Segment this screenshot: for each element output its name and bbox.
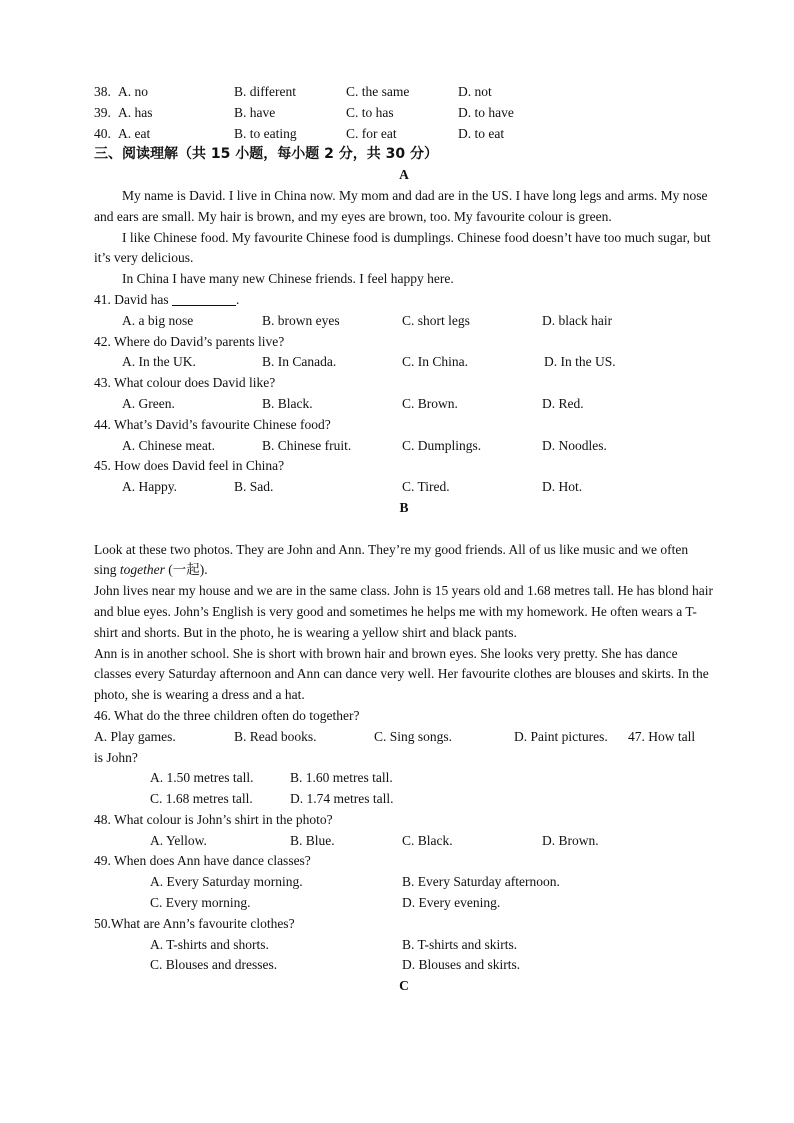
question-43: 43. What colour does David like? [94,375,276,391]
option-a: A. Happy. [122,479,177,495]
options-42 [94,352,714,373]
option-a: A. Every Saturday morning. [150,874,303,890]
options-41 [94,311,714,332]
option-c: C. for eat [346,125,397,141]
option-d: D. not [458,84,492,99]
option-a: A. Yellow. [150,832,207,848]
options-47-row-1 [94,768,714,789]
option-d: D. to have [458,104,514,120]
passage-b-gloss: (一起). [168,562,208,578]
option-a: A. Play games. [94,728,176,744]
options-45 [94,477,714,498]
option-d: D. Red. [542,395,584,411]
option-a: A. has [118,104,153,120]
options-43 [94,394,714,415]
exam-page [94,82,714,997]
question-stem: 41. David has [94,291,169,307]
option-c: C. 1.68 metres tall. [150,791,253,807]
options-47-row-2 [94,789,714,810]
option-d: D. Hot. [542,479,583,495]
option-d: D. In the US. [544,354,616,370]
question-45: 45. How does David feel in China? [94,458,285,474]
option-b: B. different [234,84,296,99]
option-d: D. Noodles. [542,437,607,453]
question-47-stem: 47. How tall [628,728,696,744]
option-b: B. to eating [234,125,297,141]
option-c: C. Tired. [402,479,450,495]
passage-a-paragraph-2: I like Chinese food. My favourite Chinese food is dumplings. Chinese food doesn’t have too much sugar, but it’s very delicious. [94,229,711,266]
question-48: 48. What colour is John’s shirt in the photo? [94,811,333,827]
option-c: C. Brown. [402,395,458,411]
option-c: C. the same [346,84,410,99]
option-b: B. Black. [262,395,313,411]
option-b: B. T-shirts and skirts. [402,936,518,952]
option-d: D. Every evening. [402,895,501,911]
option-d: D. to eat [458,125,505,141]
question-41: 41. David has . [94,291,240,307]
options-49-row-2 [94,893,714,914]
spacer [94,519,714,540]
option-c: C. to has [346,104,394,120]
option-c: C. Blouses and dresses. [150,957,278,973]
option-b: B. Blue. [290,832,335,848]
passage-a-label: A [399,167,409,183]
passage-b-text: Look at these two photos. They are John and Ann. They’re my good friends. All of us like music and we often sing [94,541,689,578]
question-50: 50.What are Ann’s favourite clothes? [94,915,295,931]
option-c: C. Black. [402,832,453,848]
option-d: D. 1.74 metres tall. [290,791,394,807]
question-44: 44. What’s David’s favourite Chinese food? [94,416,331,432]
passage-b-paragraph-1 [94,540,714,582]
question-47-continued: is John? [94,749,138,765]
option-d: D. Blouses and skirts. [402,957,521,973]
option-a: A. Chinese meat. [122,437,215,453]
option-a: A. a big nose [122,312,194,328]
question-42: 42. Where do David’s parents live? [94,333,285,349]
passage-b-paragraph-3: Ann is in another school. She is short with brown hair and brown eyes. She looks very pretty. She has dance classes every Saturday afternoon and Ann can dance very well. Her favourite clothes are blouses and skirts. In the photo, she is wearing a dress and a hat. [94,645,709,703]
option-d: D. Paint pictures. [514,728,608,744]
option-b: B. brown eyes [262,312,340,328]
option-c: C. Every morning. [150,895,251,911]
option-a: A. T-shirts and shorts. [150,936,269,952]
passage-c-label: C [399,978,409,994]
option-a: A. In the UK. [122,354,196,370]
option-b: B. Read books. [234,728,317,744]
options-48 [94,831,714,852]
question-46: 46. What do the three children often do together? [94,707,360,723]
options-44 [94,436,714,457]
passage-b-label: B [399,499,409,515]
options-46 [94,727,714,748]
option-row-38 [94,82,714,103]
option-c: C. Sing songs. [374,728,453,744]
option-a: A. 1.50 metres tall. [150,770,254,786]
option-d: D. black hair [542,312,613,328]
option-c: C. Dumplings. [402,437,482,453]
option-b: B. Chinese fruit. [262,437,352,453]
passage-a-paragraph-1: My name is David. I live in China now. My mom and dad are in the US. I have long legs and arms. My nose and ears are small. My hair is brown, and my eyes are brown, too. My favourite colour is green. [94,187,708,224]
option-a: A. eat [118,125,151,141]
option-c: C. In China. [402,354,468,370]
option-b: B. Every Saturday afternoon. [402,874,560,890]
passage-b-paragraph-2: John lives near my house and we are in the same class. John is 15 years old and 1.68 metres tall. He has blond hair and blue eyes. John’s English is very good and sometimes he helps me with my homework. He often wears a T-shirt and shorts. But in the photo, he is wearing a yellow shirt and black pants. [94,583,713,640]
option-a: A. Green. [122,395,175,411]
options-50-row-1 [94,935,714,956]
question-49: 49. When does Ann have dance classes? [94,853,311,869]
option-b: B. have [234,104,276,120]
options-49-row-1 [94,872,714,893]
option-d: D. Brown. [542,832,599,848]
options-50-row-2 [94,955,714,976]
option-c: C. short legs [402,312,470,328]
answer-blank [172,291,236,306]
option-row-40 [94,124,714,145]
option-b: B. Sad. [234,479,274,495]
question-number: 39. [94,104,111,120]
passage-b-italic-word: together [119,562,165,578]
question-number: 38. [94,84,111,99]
passage-a-paragraph-3: In China I have many new Chinese friends. I feel happy here. [122,271,454,287]
option-row-39 [94,103,714,124]
option-a: A. no [118,84,148,99]
question-number: 40. [94,125,111,141]
option-b: B. 1.60 metres tall. [290,770,393,786]
section-heading: 三、阅读理解（共 15 小题，每小题 2 分，共 30 分） [94,146,438,163]
option-b: B. In Canada. [262,354,337,370]
